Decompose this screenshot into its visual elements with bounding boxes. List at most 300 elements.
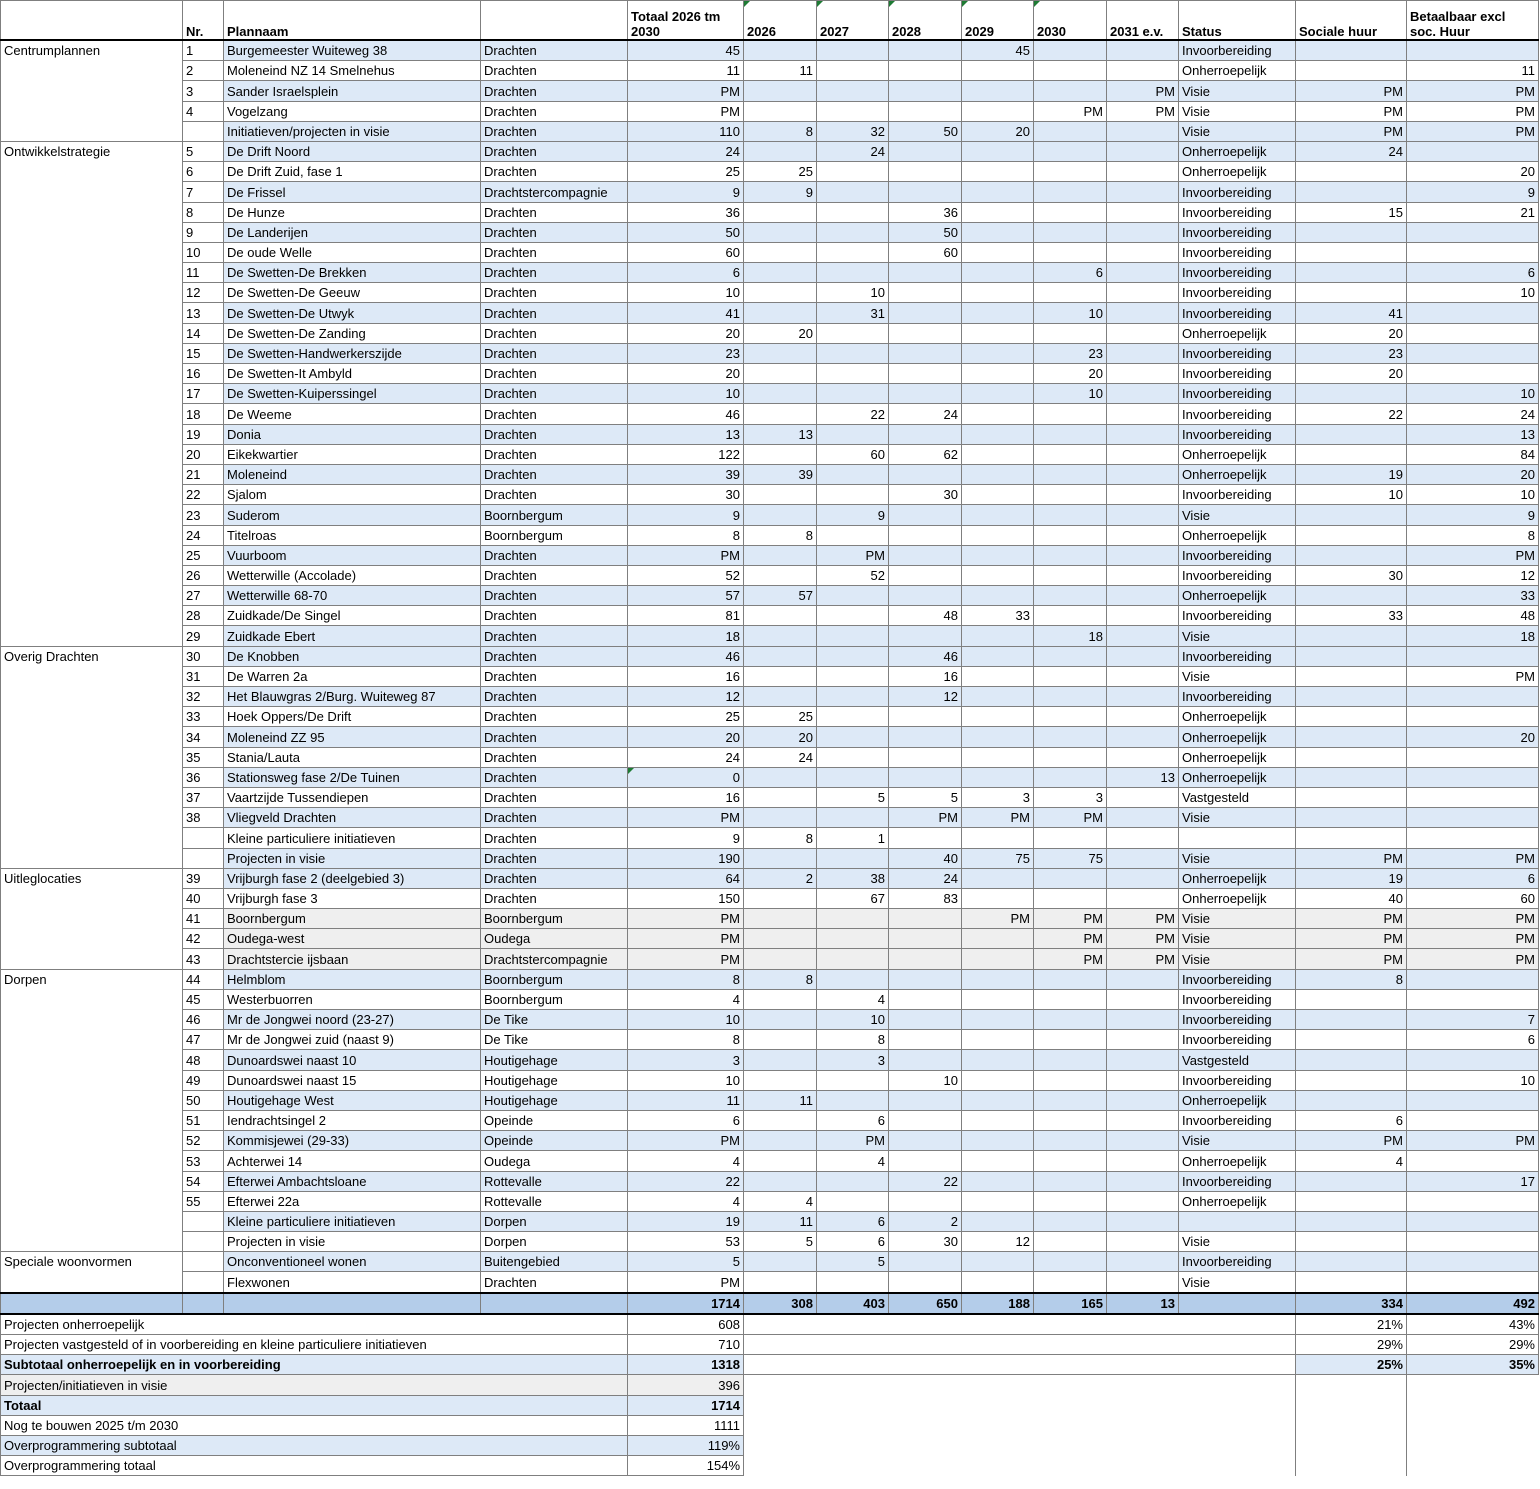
affordable-value: 48	[1407, 606, 1539, 626]
social-rent-value	[1296, 545, 1407, 565]
row-nr: 49	[183, 1070, 224, 1090]
affordable-value	[1407, 40, 1539, 61]
value-2030	[1034, 1010, 1107, 1030]
value-2026	[744, 1171, 817, 1191]
value-2027	[817, 606, 889, 626]
value-2027: 60	[817, 444, 889, 464]
value-2031	[1107, 384, 1179, 404]
value-2030	[1034, 1232, 1107, 1252]
value-2031	[1107, 40, 1179, 61]
status: Invoorbereiding	[1179, 263, 1296, 283]
value-2027	[817, 687, 889, 707]
table-body	[1, 40, 1539, 1476]
value-2030	[1034, 1191, 1107, 1211]
row-nr: 24	[183, 525, 224, 545]
value-2029: 20	[962, 121, 1034, 141]
place: Drachten	[481, 141, 628, 161]
value-2026	[744, 626, 817, 646]
value-2027	[817, 767, 889, 787]
value-2027: 52	[817, 565, 889, 585]
value-2031	[1107, 1110, 1179, 1130]
place: Drachtstercompagnie	[481, 182, 628, 202]
value-2030	[1034, 545, 1107, 565]
table-row	[1, 1151, 1539, 1171]
status: Invoorbereiding	[1179, 343, 1296, 363]
value-2029	[962, 989, 1034, 1009]
plan-name: Helmblom	[224, 969, 481, 989]
value-2029	[962, 101, 1034, 121]
place: Drachten	[481, 1272, 628, 1293]
row-nr: 18	[183, 404, 224, 424]
value-2026	[744, 1151, 817, 1171]
affordable-value: 10	[1407, 485, 1539, 505]
social-rent-value: 6	[1296, 1110, 1407, 1130]
summary-value: 1111	[628, 1415, 744, 1435]
social-rent-value: PM	[1296, 949, 1407, 969]
totals-empty-cell	[1, 1293, 183, 1314]
row-nr: 3	[183, 81, 224, 101]
value-2031	[1107, 606, 1179, 626]
affordable-value	[1407, 1090, 1539, 1110]
value-2026: 5	[744, 1232, 817, 1252]
value-2030	[1034, 505, 1107, 525]
total-value: 16	[628, 666, 744, 686]
plan-name: Vogelzang	[224, 101, 481, 121]
total-value: 64	[628, 868, 744, 888]
plan-name: Dunoardswei naast 15	[224, 1070, 481, 1090]
table-row	[1, 364, 1539, 384]
row-nr: 51	[183, 1110, 224, 1130]
value-2026	[744, 1010, 817, 1030]
summary-empty-cell	[1296, 1415, 1407, 1435]
totals-empty-cell	[224, 1293, 481, 1314]
value-2028: 83	[889, 888, 962, 908]
summary-row	[1, 1435, 1539, 1455]
social-rent-value	[1296, 747, 1407, 767]
value-2027	[817, 202, 889, 222]
plan-name: Vaartzijde Tussendiepen	[224, 787, 481, 807]
value-2027	[817, 222, 889, 242]
status: Visie	[1179, 929, 1296, 949]
affordable-value: PM	[1407, 1131, 1539, 1151]
total-header: Totaal 2026 tm 2030	[628, 1, 744, 41]
row-nr: 17	[183, 384, 224, 404]
value-2027	[817, 323, 889, 343]
plan-name: Het Blauwgras 2/Burg. Wuiteweg 87	[224, 687, 481, 707]
place: Drachten	[481, 263, 628, 283]
value-2028	[889, 1050, 962, 1070]
plan-name: De Swetten-It Ambyld	[224, 364, 481, 384]
value-2027: 24	[817, 141, 889, 161]
value-2027: 9	[817, 505, 889, 525]
value-2026	[744, 1030, 817, 1050]
value-2031	[1107, 848, 1179, 868]
value-2028: 50	[889, 222, 962, 242]
value-2030	[1034, 646, 1107, 666]
status: Visie	[1179, 909, 1296, 929]
social-rent-value: 30	[1296, 565, 1407, 585]
value-2027: 31	[817, 303, 889, 323]
place-header	[481, 1, 628, 41]
row-nr: 55	[183, 1191, 224, 1211]
affordable-value: PM	[1407, 81, 1539, 101]
value-2029	[962, 1131, 1034, 1151]
value-2027	[817, 182, 889, 202]
status: Visie	[1179, 505, 1296, 525]
summary-gap	[744, 1456, 1296, 1476]
value-2027	[817, 1070, 889, 1090]
value-2026	[744, 40, 817, 61]
value-2029	[962, 1070, 1034, 1090]
place: Houtigehage	[481, 1070, 628, 1090]
table-row	[1, 263, 1539, 283]
table-row	[1, 606, 1539, 626]
table-row	[1, 121, 1539, 141]
section-header	[1, 1, 183, 41]
table-row	[1, 1110, 1539, 1130]
value-2031	[1107, 1211, 1179, 1231]
value-2028	[889, 384, 962, 404]
table-row	[1, 565, 1539, 585]
value-2029	[962, 1110, 1034, 1130]
value-2026: 20	[744, 323, 817, 343]
value-2027	[817, 848, 889, 868]
value-2027: 6	[817, 1110, 889, 1130]
summary-label: Subtotaal onherroepelijk en in voorbereiding	[1, 1355, 628, 1375]
value-2030	[1034, 666, 1107, 686]
plan-name: Sander Israelsplein	[224, 81, 481, 101]
value-2031	[1107, 1030, 1179, 1050]
place: Dorpen	[481, 1232, 628, 1252]
total-value: 0	[628, 767, 744, 787]
value-2028: 46	[889, 646, 962, 666]
row-nr	[183, 1252, 224, 1272]
value-2028	[889, 767, 962, 787]
value-2031	[1107, 1070, 1179, 1090]
table-row	[1, 969, 1539, 989]
value-2031	[1107, 364, 1179, 384]
value-2028: 48	[889, 606, 962, 626]
affordable-value	[1407, 646, 1539, 666]
summary-affordable-percent: 35%	[1407, 1355, 1539, 1375]
value-2029: 45	[962, 40, 1034, 61]
row-nr: 45	[183, 989, 224, 1009]
totals-empty-cell	[481, 1293, 628, 1314]
place: Drachten	[481, 565, 628, 585]
value-2031	[1107, 525, 1179, 545]
value-2028	[889, 828, 962, 848]
table-row	[1, 848, 1539, 868]
plan-name: Stationsweg fase 2/De Tuinen	[224, 767, 481, 787]
summary-empty-cell	[1296, 1395, 1407, 1415]
place: Drachten	[481, 242, 628, 262]
plan-name: Vrijburgh fase 3	[224, 888, 481, 908]
value-2031	[1107, 1151, 1179, 1171]
affordable-value: 18	[1407, 626, 1539, 646]
affordable-value	[1407, 1050, 1539, 1070]
value-2029	[962, 141, 1034, 161]
row-nr: 52	[183, 1131, 224, 1151]
value-2026: 11	[744, 1211, 817, 1231]
value-2029: PM	[962, 909, 1034, 929]
summary-empty-cell	[1407, 1435, 1539, 1455]
value-2027	[817, 101, 889, 121]
place: Drachten	[481, 364, 628, 384]
social-rent-value	[1296, 1010, 1407, 1030]
plan-name: Achterwei 14	[224, 1151, 481, 1171]
summary-label: Overprogrammering totaal	[1, 1456, 628, 1476]
value-2028	[889, 464, 962, 484]
value-2027	[817, 1090, 889, 1110]
year-2026-header: 2026	[744, 1, 817, 41]
header-row	[1, 1, 1539, 41]
table-row	[1, 989, 1539, 1009]
social-rent-value	[1296, 666, 1407, 686]
value-2026	[744, 606, 817, 626]
place: Houtigehage	[481, 1050, 628, 1070]
value-2029	[962, 1252, 1034, 1272]
total-value: 6	[628, 263, 744, 283]
table-row	[1, 1272, 1539, 1293]
value-2028	[889, 1010, 962, 1030]
table-row	[1, 162, 1539, 182]
value-2027	[817, 1171, 889, 1191]
value-2030	[1034, 464, 1107, 484]
plan-name: Initiatieven/projecten in visie	[224, 121, 481, 141]
value-2026	[744, 101, 817, 121]
value-2030	[1034, 1110, 1107, 1130]
plan-name: De Swetten-Handwerkerszijde	[224, 343, 481, 363]
value-2028	[889, 1252, 962, 1272]
value-2028	[889, 1272, 962, 1293]
value-2031	[1107, 485, 1179, 505]
status	[1179, 1211, 1296, 1231]
plan-name: Drachtstercie ijsbaan	[224, 949, 481, 969]
table-row	[1, 182, 1539, 202]
plan-name: Moleneind ZZ 95	[224, 727, 481, 747]
value-2026: 57	[744, 586, 817, 606]
value-2026	[744, 565, 817, 585]
total-value: 8	[628, 1030, 744, 1050]
plan-name: Vrijburgh fase 2 (deelgebied 3)	[224, 868, 481, 888]
row-nr: 40	[183, 888, 224, 908]
row-nr: 28	[183, 606, 224, 626]
affordable-value	[1407, 1272, 1539, 1293]
affordable-value: 7	[1407, 1010, 1539, 1030]
place: Boornbergum	[481, 969, 628, 989]
value-2026	[744, 1131, 817, 1151]
value-2030: PM	[1034, 101, 1107, 121]
value-2031	[1107, 626, 1179, 646]
summary-label: Projecten vastgesteld of in voorbereiding en kleine particuliere initiatieven	[1, 1335, 628, 1355]
total-value: 13	[628, 424, 744, 444]
status: Invoorbereiding	[1179, 384, 1296, 404]
total-value: 122	[628, 444, 744, 464]
summary-row	[1, 1314, 1539, 1335]
social-rent-value	[1296, 787, 1407, 807]
place: Drachten	[481, 767, 628, 787]
plan-name: Houtigehage West	[224, 1090, 481, 1110]
value-2031	[1107, 989, 1179, 1009]
status: Invoorbereiding	[1179, 989, 1296, 1009]
value-2031	[1107, 666, 1179, 686]
affordable-value: 10	[1407, 283, 1539, 303]
value-2027	[817, 929, 889, 949]
value-2030	[1034, 1151, 1107, 1171]
place: Opeinde	[481, 1110, 628, 1130]
value-2029	[962, 444, 1034, 464]
total-value: 24	[628, 141, 744, 161]
social-rent-value	[1296, 767, 1407, 787]
total-betaalbaar: 492	[1407, 1293, 1539, 1314]
value-2028: 62	[889, 444, 962, 464]
plan-name: De Swetten-Kuiperssingel	[224, 384, 481, 404]
row-nr: 21	[183, 464, 224, 484]
value-2031	[1107, 283, 1179, 303]
row-nr: 39	[183, 868, 224, 888]
row-nr: 7	[183, 182, 224, 202]
affordable-value: 33	[1407, 586, 1539, 606]
summary-empty-cell	[1296, 1375, 1407, 1395]
social-rent-value	[1296, 384, 1407, 404]
plan-name: De Swetten-De Brekken	[224, 263, 481, 283]
place: Drachten	[481, 646, 628, 666]
total-value: PM	[628, 1272, 744, 1293]
total-value: 4	[628, 989, 744, 1009]
social-rent-value: PM	[1296, 121, 1407, 141]
status: Onherroepelijk	[1179, 767, 1296, 787]
status: Invoorbereiding	[1179, 40, 1296, 61]
value-2026	[744, 949, 817, 969]
social-rent-value: PM	[1296, 848, 1407, 868]
year-2030-header: 2030	[1034, 1, 1107, 41]
status: Invoorbereiding	[1179, 646, 1296, 666]
plan-name: Eikekwartier	[224, 444, 481, 464]
plan-name: Burgemeester Wuiteweg 38	[224, 40, 481, 61]
plan-name: Efterwei 22a	[224, 1191, 481, 1211]
value-2027	[817, 263, 889, 283]
value-2026	[744, 989, 817, 1009]
social-rent-value	[1296, 687, 1407, 707]
total-value: 30	[628, 485, 744, 505]
plan-name: Suderom	[224, 505, 481, 525]
value-2027	[817, 707, 889, 727]
social-rent-value	[1296, 162, 1407, 182]
status: Vastgesteld	[1179, 787, 1296, 807]
value-2031	[1107, 707, 1179, 727]
row-nr: 34	[183, 727, 224, 747]
value-2027: 5	[817, 1252, 889, 1272]
plan-name: Westerbuorren	[224, 989, 481, 1009]
row-nr: 9	[183, 222, 224, 242]
row-nr: 43	[183, 949, 224, 969]
affordable-value: 84	[1407, 444, 1539, 464]
status: Invoorbereiding	[1179, 545, 1296, 565]
total-value: 18	[628, 626, 744, 646]
value-2029	[962, 464, 1034, 484]
social-rent-value	[1296, 828, 1407, 848]
value-2031: PM	[1107, 101, 1179, 121]
section-label: Dorpen	[1, 969, 183, 1252]
value-2029: 33	[962, 606, 1034, 626]
value-2030	[1034, 404, 1107, 424]
status: Onherroepelijk	[1179, 162, 1296, 182]
total-value: 45	[628, 40, 744, 61]
social-rent-value	[1296, 586, 1407, 606]
value-2027	[817, 969, 889, 989]
value-2028	[889, 747, 962, 767]
value-2030	[1034, 687, 1107, 707]
social-rent-value: 41	[1296, 303, 1407, 323]
plan-name: Hoek Oppers/De Drift	[224, 707, 481, 727]
affordable-value	[1407, 767, 1539, 787]
value-2027	[817, 747, 889, 767]
social-rent-value: 20	[1296, 323, 1407, 343]
place: Drachten	[481, 848, 628, 868]
value-2026: 9	[744, 182, 817, 202]
total-y2027: 403	[817, 1293, 889, 1314]
row-nr: 15	[183, 343, 224, 363]
affordable-value: PM	[1407, 121, 1539, 141]
value-2026	[744, 646, 817, 666]
status: Invoorbereiding	[1179, 1010, 1296, 1030]
value-2031	[1107, 1090, 1179, 1110]
place: Drachten	[481, 828, 628, 848]
value-2029	[962, 384, 1034, 404]
value-2030	[1034, 1171, 1107, 1191]
social-rent-value: 23	[1296, 343, 1407, 363]
value-2030: 6	[1034, 263, 1107, 283]
status: Vastgesteld	[1179, 1050, 1296, 1070]
table-row	[1, 586, 1539, 606]
summary-empty-cell	[1407, 1456, 1539, 1476]
section-label: Overig Drachten	[1, 646, 183, 868]
summary-row	[1, 1395, 1539, 1415]
place: Drachten	[481, 162, 628, 182]
value-2028	[889, 343, 962, 363]
social-rent-value: 19	[1296, 868, 1407, 888]
value-2029	[962, 949, 1034, 969]
table-row	[1, 767, 1539, 787]
table-row	[1, 323, 1539, 343]
row-nr: 44	[183, 969, 224, 989]
place: Drachten	[481, 687, 628, 707]
value-2029	[962, 525, 1034, 545]
value-2026	[744, 909, 817, 929]
total-value: 4	[628, 1151, 744, 1171]
place: Drachten	[481, 303, 628, 323]
value-2031	[1107, 747, 1179, 767]
value-2026	[744, 767, 817, 787]
social-rent-value	[1296, 182, 1407, 202]
social-rent-value: 33	[1296, 606, 1407, 626]
value-2030: PM	[1034, 909, 1107, 929]
row-nr: 47	[183, 1030, 224, 1050]
social-rent-value: PM	[1296, 909, 1407, 929]
table-row	[1, 747, 1539, 767]
value-2026	[744, 787, 817, 807]
place: Drachten	[481, 101, 628, 121]
value-2030	[1034, 707, 1107, 727]
value-2030	[1034, 868, 1107, 888]
social-rent-value	[1296, 808, 1407, 828]
summary-label: Totaal	[1, 1395, 628, 1415]
value-2031	[1107, 182, 1179, 202]
value-2030	[1034, 727, 1107, 747]
total-total: 1714	[628, 1293, 744, 1314]
value-2030: 10	[1034, 303, 1107, 323]
status: Invoorbereiding	[1179, 969, 1296, 989]
